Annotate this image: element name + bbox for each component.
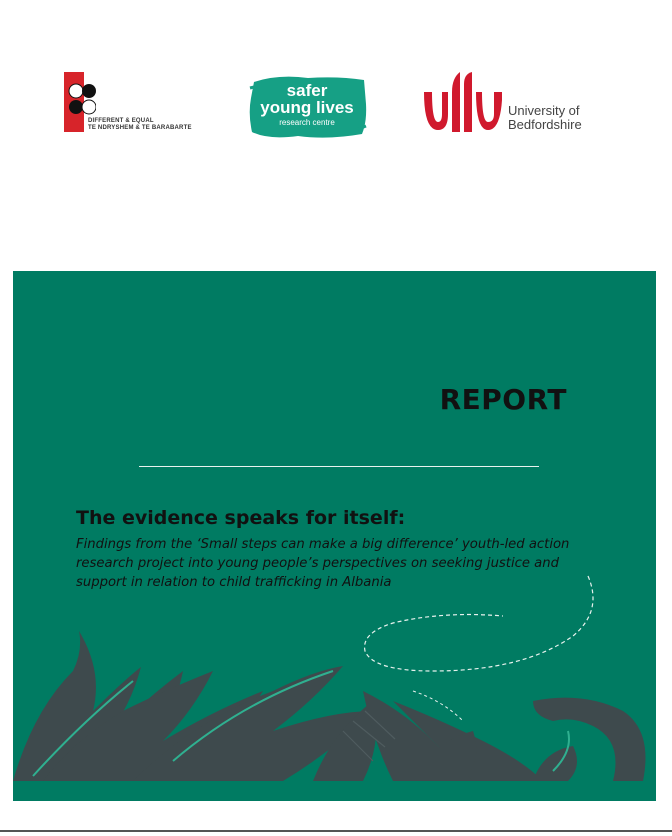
safer-young-lives-line3: research centre xyxy=(279,118,335,127)
report-subtitle: Findings from the ‘Small steps can make a big difference’ youth-led action research project into young people’s perspectives on seeking justice and support in relation to child trafficking in Albania xyxy=(76,537,570,590)
uob-name-line1: University of xyxy=(508,103,580,118)
different-equal-logo xyxy=(64,72,194,134)
divider-rule xyxy=(139,466,539,467)
uob-mark-icon xyxy=(422,70,504,134)
report-cover xyxy=(13,271,656,801)
safer-young-lives-logo xyxy=(248,74,368,140)
uob-name-line2: Bedfordshire xyxy=(508,117,582,132)
university-of-bedfordshire-logo xyxy=(422,70,592,134)
logo-bar xyxy=(0,0,672,200)
butterfly-icon xyxy=(68,80,96,120)
safer-young-lives-line1: safer xyxy=(286,81,328,100)
report-title: The evidence speaks for itself: xyxy=(76,507,406,529)
safer-young-lives-line2: young lives xyxy=(260,98,354,117)
page-bottom-border xyxy=(0,830,672,832)
different-equal-name-albanian: TE NDRYSHEM & TE BARABARTE xyxy=(88,125,192,131)
report-label: REPORT xyxy=(439,383,567,416)
different-equal-name: DIFFERENT & EQUAL xyxy=(88,118,154,124)
